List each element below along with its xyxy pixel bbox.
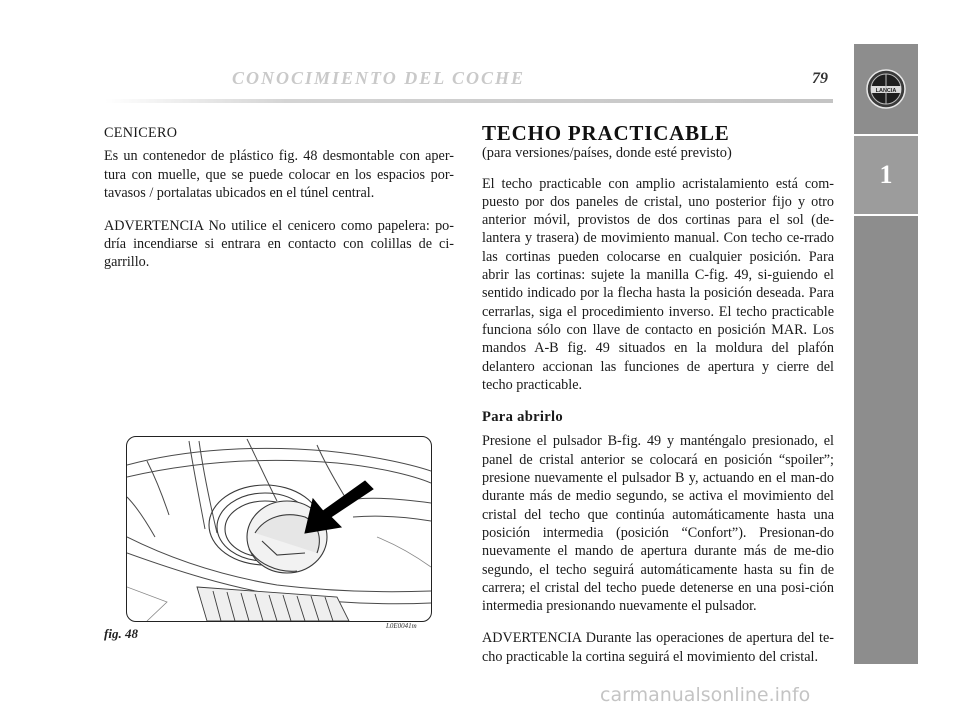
chapter-number: 1 xyxy=(879,160,893,189)
sunroof-warning: ADVERTENCIA Durante las operaciones de apertura del te-cho practicable la cortina seguirá el movimiento del cristal. xyxy=(482,630,834,665)
figure-caption: fig. 48 xyxy=(104,626,138,641)
figure-code: L0E0041m xyxy=(386,622,417,630)
watermark: carmanualsonline.info xyxy=(600,684,811,706)
opening-heading: Para abrirlo xyxy=(482,409,564,426)
chapter-sidebar xyxy=(854,44,918,664)
ashtray-warning: ADVERTENCIA No utilice el cenicero como papelera: po-dría incendiarse si entrara en contacto con colillas de ci-garrillo. xyxy=(104,217,454,271)
sunroof-subheading: (para versiones/países, donde esté previsto) xyxy=(482,145,732,162)
page-number: 79 xyxy=(812,70,828,87)
figure-48-frame xyxy=(126,436,432,622)
lancia-logo-icon xyxy=(866,67,906,111)
logo-text: LANCIA xyxy=(875,87,897,94)
right-column xyxy=(482,121,834,680)
ashtray-description: Es un contenedor de plástico fig. 48 desmontable con aper-tura con muelle, que se puede colocar en los espacios por-tavasos / portalatas ubicados en el túnel central. xyxy=(104,148,454,202)
page-header-title: CONOCIMIENTO DEL COCHE xyxy=(232,68,526,88)
left-column xyxy=(104,124,454,286)
opening-instructions: Presione el pulsador B-fig. 49 y manténgalo presionado, el panel de cristal anterior se colocará en posición “spoiler”; presione nuevamente el pulsador B y, actuando en el man-do durante más de medio segundo, se activa el movimiento del cristal del techo que continúa automáticamente hasta una posición intermedia (posición “Confort”). Presionan-do nuevamente el mando de apertura durante más de me-dio segundo, el techo seguirá automáticamente hasta su fin de carrera; el cristal del techo puede detenerse en una posi-ción intermedia presionando nuevamente el pulsador. xyxy=(482,433,834,615)
ashtray-illustration xyxy=(127,437,431,621)
sunroof-description: El techo practicable con amplio acristalamiento está com-puesto por dos paneles de cristal, uno posterior fijo y otro anterior móvil, provistos de dos cortinas para el sol (de-lantera y trasera) de movimiento manual. Con techo ce-rrado las cortinas pueden colocarse en cualquier posición. Para abrir las cortinas: sujete la manilla C-fig. 49, si-guiendo el sentido indicado por la flecha hasta la posición deseada. Para cerrarlas, siga el procedimiento inverso. El techo practicable funciona sólo con llave de contacto en posición MAR. Los mandos A-B fig. 49 situados en la moldura del plafón delantero accionan las funciones de apertura y cierre del techo practicable. xyxy=(482,175,834,393)
logo-box xyxy=(854,44,918,136)
ashtray-heading: CENICERO xyxy=(104,125,178,141)
sunroof-heading: TECHO PRACTICABLE xyxy=(482,121,730,145)
header-rule xyxy=(105,99,833,103)
arrow-icon xyxy=(305,481,373,533)
chapter-box xyxy=(854,136,918,216)
